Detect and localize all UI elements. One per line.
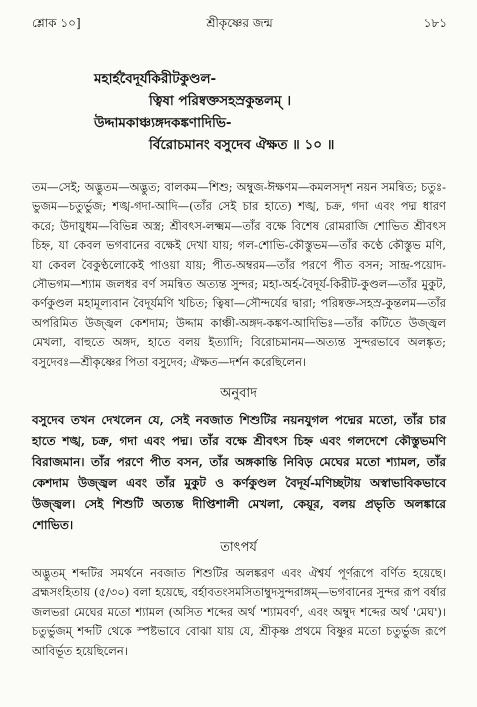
verse-line: ত্বিষা পরিষ্বক্তসহস্রকুন্তলম্ । xyxy=(149,93,292,109)
purport-heading: তাৎপর্য xyxy=(220,540,257,555)
chapter-title: শ্রীকৃষ্ণের জন্ম xyxy=(206,16,273,30)
translation-paragraph: বসুদেব তখন দেখলেন যে, সেই নবজাত শিশুটির নয়নযুগল পদ্মের মতো, তাঁর চার হাতে শঙ্খ, চক্র, গদা এবং পদ্ম। তাঁর বক্ষে শ্রীবৎস চিহ্ন এবং গলদেশে কৌস্তুভমণি বিরাজমান। তাঁর পরণে পীত বসন, তাঁর অঙ্গকান্তি নিবিড় মেঘের মতো শ্যামল, তাঁর কেশদাম উজ্জ্বল এবং তাঁর মুকুট ও কর্ণকুণ্ডল বৈদূর্য-মণিচ্ছটায় অস্বাভাবিকভাবে উজ্জ্বল। সেই শিশুটি অত্যন্ত দীপ্তিশালী মেখলা, কেয়ূর, বলয় প্রভৃতি অলঙ্কারে শোভিত। xyxy=(32,413,446,532)
verse-line: র্বিরোচমানং বসুদেব ঐক্ষত ॥ ১০ ॥ xyxy=(149,137,335,153)
synonyms-paragraph: তম—সেই; অদ্ভুতম—অদ্ভুত; বালকম—শিশু; অম্বুজ-ঈক্ষণম—কমলসদৃশ নয়ন সমন্বিত; চতুঃ-ভুজম—চতুর্ভুজ; শঙ্খ-গদা-আদি—(তাঁর সেই চার হাতে) শঙ্খ, চক্র, গদা এবং পদ্ম ধারণ করে; উদায়ুধম—বিভিন্ন অস্ত্র; শ্রীবৎস-লক্ষ্মম—তাঁর বক্ষে বিশেষ রোমরাজি শোভিত শ্রীবৎস চিহ্ন, যা কেবল ভগবানের বক্ষেই দেখা যায়; গল-শোভি-কৌস্তুভম—তাঁর কণ্ঠে কৌস্তুভ মণি, যা কেবল বৈকুণ্ঠলোকেই পাওয়া যায়; পীত-অম্বরম—তাঁর পরণে পীত বসন; সান্দ্র-পয়োদ-সৌভগম—শ্যাম জলধর বর্ণ সমন্বিত অত্যন্ত সুন্দর; মহা-অর্হ-বৈদূর্য-কিরীট-কুণ্ডল—তাঁর মুকুট, কর্ণকুণ্ডল মহামূল্যবান বৈদূর্যমণি খচিত; ত্বিষা—সৌন্দর্যের দ্বারা; পরিষ্বক্ত-সহস্র-কুন্তলম—তাঁর অপরিমিত উজ্জ্বল কেশদাম; উদ্দাম কাঞ্চী-অঙ্গদ-কঙ্কণ-আদিভিঃ—তাঁর কটিতে উজ্জ্বল মেখলা, বাহুতে অঙ্গদ, হাতে বলয় ইত্যাদি; বিরোচমানম—অত্যন্ত সুন্দরভাবে অলঙ্কৃত; বসুদেবঃ—শ্রীকৃষ্ণের পিতা বসুদেব; ঐক্ষত—দর্শন করেছিলেন। xyxy=(32,180,446,369)
translation-heading: অনুবাদ xyxy=(220,386,257,401)
verse-line: উদ্দামকাঞ্চ্যঙ্গদকঙ্কণাদিভি- xyxy=(94,115,232,131)
verse-reference: শ্লোক ১০] xyxy=(32,16,81,30)
page-header xyxy=(32,15,447,33)
page-number: ১৮১ xyxy=(423,16,447,30)
verse-line: মহার্হবৈদূর্যকিরীটকুণ্ডল- xyxy=(94,71,217,87)
purport-paragraph: অদ্ভুতম্ শব্দটির সমর্থনে নবজাত শিশুটির অলঙ্করণ এবং ঐশ্বর্য পূর্ণরূপে বর্ণিত হয়েছে। ব্রহ্মসংহিতায় (৫/৩০) বলা হয়েছে, বর্হাবতংসমসিতাম্বুদসুন্দরাঙ্গম্—ভগবানের সুন্দর রূপ বর্ষার জলভরা মেঘের মতো শ্যামল (অসিত শব্দের অর্থ 'শ্যামবর্ণ', এবং অম্বুদ শব্দের অর্থ 'মেঘ')। চতুর্ভুজম্ শব্দটি থেকে স্পষ্টভাবে বোঝা যায় যে, শ্রীকৃষ্ণ প্রথমে বিষ্ণুর মতো চতুর্ভুজ রূপে আবির্ভূত হয়েছিলেন। xyxy=(32,566,446,658)
